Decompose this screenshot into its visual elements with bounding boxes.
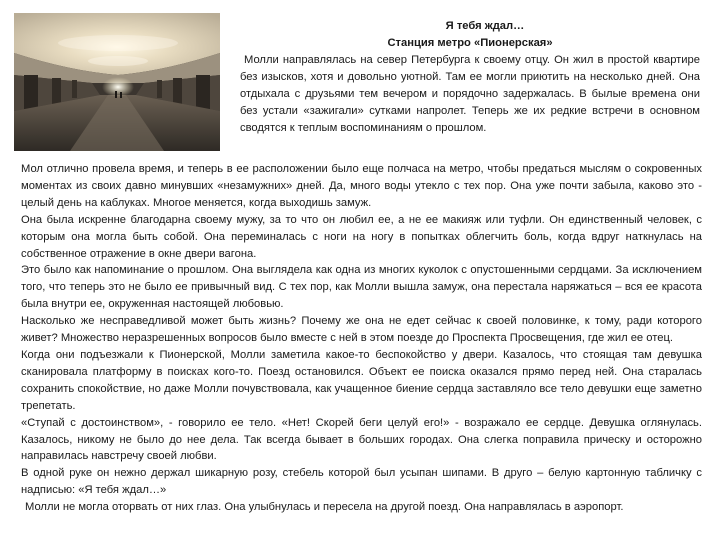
story-paragraph: Мол отлично провела время, и теперь в ее расположении было еще полчаса на метро, чтобы предаться мыслям о сокровенных моментах из своих давно минувших «незамужних» дней. Да, много воды утекло с тех пор. Она уже почти забыла, каково это - целый день на каблуках. Многое меняется, когда выходишь замуж. — [21, 163, 702, 209]
story-paragraph: Насколько же несправедливой может быть жизнь? Почему же она не едет сейчас к своей половинке, к тому, ради которого живет? Множество неразрешенных вопросов было вместе с ней в этом поезде до Проспекта Просвещения, где жил ее отец. — [21, 315, 702, 345]
story-paragraph: Это было как напоминание о прошлом. Она выглядела как одна из многих куколок с опустошенными сердцами. За исключением того, что теперь это не было ее привычный вид. С тех пор, как Молли вышла замуж, она перестала наряжаться – вся ее красота была внутри ее, окруженная настоящей любовью. — [21, 264, 702, 311]
article-title: Я тебя ждал… — [445, 20, 525, 32]
article-subtitle: Станция метро «Пионерская» — [387, 37, 553, 49]
metro-station-photo — [14, 13, 220, 151]
story-paragraph: Она была искренне благодарна своему мужу, за то что он любил ее, а не ее макияж или туфли. Он единственный человек, с которым она могла быть собой. Она переминалась с ноги на ногу в попытках облегчить боль, когда вдруг наткнулась на собственное отражение в окне двери вагона. — [21, 213, 702, 260]
story-paragraph: В одной руке он нежно держал шикарную розу, стебель которой был усыпан шипами. В друго – белую картонную табличку с надписью: «Я тебя ждал…» — [21, 467, 702, 497]
story-last-line: Молли не могла оторвать от них глаз. Она улыбнулась и пересела на другой поезд. Она направлялась в аэропорт. — [25, 501, 624, 514]
article-header — [240, 18, 700, 137]
intro-paragraph: Молли направлялась на север Петербурга к своему отцу. Он жил в простой квартире без изысков, хотя и довольно уютной. Там ее могли приютить на несколько дней. Она отдыхала с друзьями тем вечером и порядочно задержалась. В былые времена они без устали «зажигали» сутками напролет. Теперь же их редкие встречи в основном сводятся к теплым воспоминаниям о прошлом. — [240, 54, 700, 134]
story-body — [21, 161, 702, 516]
story-paragraph: Когда они подъезжали к Пионерской, Молли заметила какое-то беспокойство у двери. Казалось, что стоящая там девушка сканировала платформу в поисках кого-то. Поезд остановился. Объект ее поиска оказался прямо перед ней. Она старалась сохранить спокойствие, но даже Молли почувствовала, как учащенное биение сердца заставляло все тело девушки еще заметно трепетать. — [21, 348, 702, 412]
story-paragraph: «Ступай с достоинством», - говорило ее тело. «Нет! Скорей беги целуй его!» - возражало ее сердце. Девушка оглянулась. Казалось, никому не было до нее дела. Так всегда бывает в больших городах. Она слегка поправила прическу и осторожно направилась навстречу своей любви. — [21, 416, 702, 463]
